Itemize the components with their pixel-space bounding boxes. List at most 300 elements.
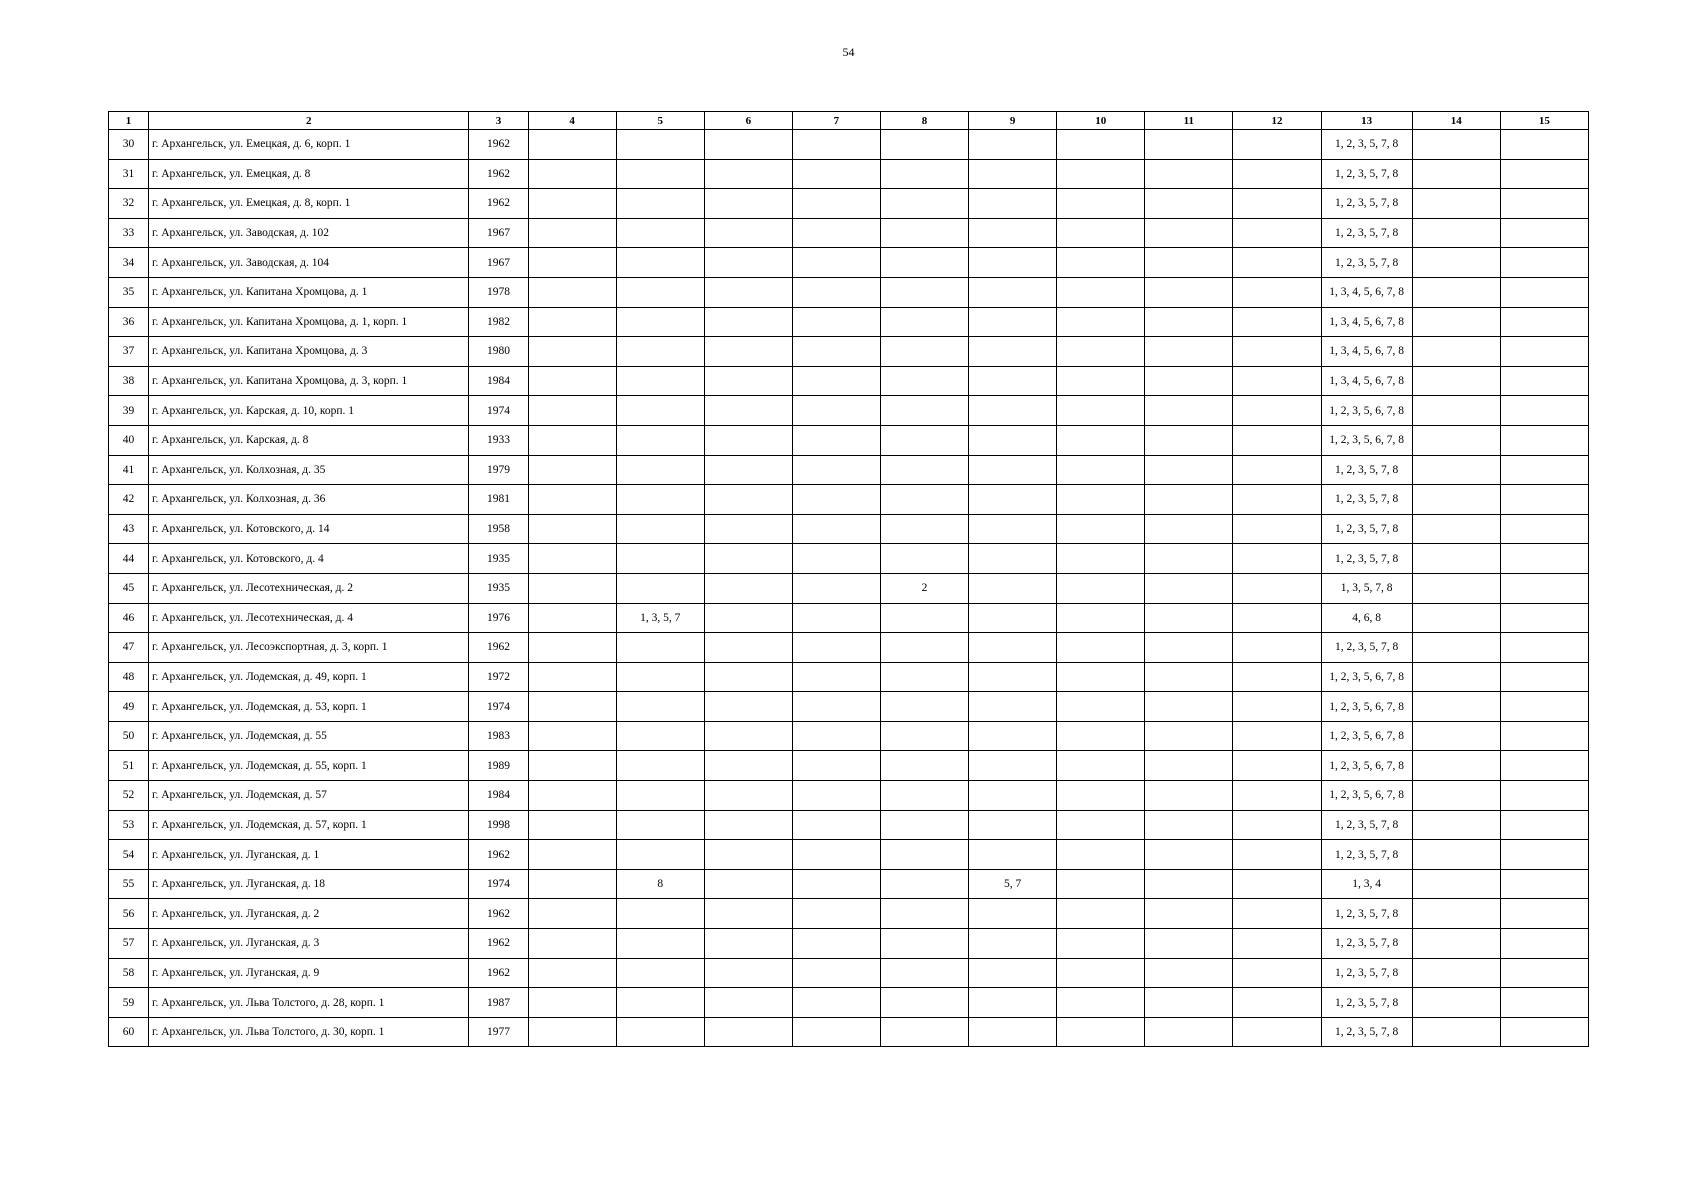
table-cell (969, 189, 1057, 219)
table-cell: 1, 2, 3, 5, 7, 8 (1321, 899, 1412, 929)
table-cell (1233, 721, 1321, 751)
table-cell (704, 692, 792, 722)
table-cell (1233, 633, 1321, 663)
table-cell (1412, 307, 1500, 337)
table-cell (528, 899, 616, 929)
table-cell (969, 337, 1057, 367)
table-cell (1233, 514, 1321, 544)
table-cell (969, 485, 1057, 515)
table-cell (1500, 514, 1588, 544)
table-cell (880, 189, 968, 219)
row-number-cell: 32 (109, 189, 149, 219)
table-cell (1412, 869, 1500, 899)
table-cell (1233, 751, 1321, 781)
row-number-cell: 52 (109, 781, 149, 811)
table-cell (1057, 810, 1145, 840)
table-cell (1233, 218, 1321, 248)
table-row (109, 455, 1589, 485)
table-cell (1057, 218, 1145, 248)
table-cell: 1, 3, 4 (1321, 869, 1412, 899)
table-cell (792, 425, 880, 455)
table-cell (528, 159, 616, 189)
table-cell (1145, 869, 1233, 899)
table-row (109, 781, 1589, 811)
table-cell (1233, 366, 1321, 396)
address-cell: г. Архангельск, ул. Емецкая, д. 6, корп. 1 (149, 130, 469, 160)
year-cell: 1984 (469, 781, 528, 811)
table-cell (528, 130, 616, 160)
table-cell (1057, 958, 1145, 988)
address-cell: г. Архангельск, ул. Луганская, д. 3 (149, 929, 469, 959)
table-cell (704, 307, 792, 337)
table-cell (616, 130, 704, 160)
table-cell (616, 455, 704, 485)
row-number-cell: 44 (109, 544, 149, 574)
table-cell (792, 1017, 880, 1047)
table-cell (792, 781, 880, 811)
table-cell (969, 277, 1057, 307)
year-cell: 1962 (469, 958, 528, 988)
row-number-cell: 43 (109, 514, 149, 544)
table-cell (1500, 218, 1588, 248)
table-cell (1412, 573, 1500, 603)
table-cell (1145, 277, 1233, 307)
table-cell (1500, 189, 1588, 219)
column-header: 14 (1412, 112, 1500, 130)
table-cell (792, 633, 880, 663)
table-cell (1145, 514, 1233, 544)
table-cell (704, 544, 792, 574)
table-cell (528, 721, 616, 751)
table-cell: 1, 2, 3, 5, 6, 7, 8 (1321, 425, 1412, 455)
year-cell: 1980 (469, 337, 528, 367)
table-cell (616, 633, 704, 663)
row-number-cell: 39 (109, 396, 149, 426)
table-cell (1057, 899, 1145, 929)
table-cell (969, 662, 1057, 692)
table-cell (704, 810, 792, 840)
year-cell: 1962 (469, 130, 528, 160)
table-row (109, 810, 1589, 840)
table-cell (528, 455, 616, 485)
table-cell (704, 1017, 792, 1047)
table-cell (1500, 958, 1588, 988)
table-cell (792, 218, 880, 248)
table-cell (1145, 307, 1233, 337)
table-cell (1412, 130, 1500, 160)
table-cell (1500, 307, 1588, 337)
table-cell (1412, 633, 1500, 663)
table-cell (704, 396, 792, 426)
table-cell (792, 662, 880, 692)
table-cell (1145, 337, 1233, 367)
address-cell: г. Архангельск, ул. Емецкая, д. 8, корп. 1 (149, 189, 469, 219)
table-cell (616, 692, 704, 722)
table-cell (704, 603, 792, 633)
table-cell (704, 869, 792, 899)
address-cell: г. Архангельск, ул. Луганская, д. 18 (149, 869, 469, 899)
table-row (109, 899, 1589, 929)
table-cell (1500, 721, 1588, 751)
table-row (109, 337, 1589, 367)
table-cell (1145, 248, 1233, 278)
table-cell (704, 425, 792, 455)
table-cell (880, 810, 968, 840)
table-cell (616, 840, 704, 870)
table-cell (1500, 159, 1588, 189)
table-cell (1233, 988, 1321, 1018)
table-cell (792, 929, 880, 959)
year-cell: 1962 (469, 929, 528, 959)
table-row (109, 573, 1589, 603)
table-cell (880, 277, 968, 307)
row-number-cell: 60 (109, 1017, 149, 1047)
table-cell (880, 159, 968, 189)
table-cell: 1, 2, 3, 5, 7, 8 (1321, 988, 1412, 1018)
table-cell: 1, 2, 3, 5, 6, 7, 8 (1321, 662, 1412, 692)
row-number-cell: 56 (109, 899, 149, 929)
table-row (109, 396, 1589, 426)
table-cell: 1, 2, 3, 5, 7, 8 (1321, 218, 1412, 248)
column-header: 5 (616, 112, 704, 130)
table-cell (1500, 869, 1588, 899)
table-row (109, 721, 1589, 751)
table-cell (1057, 130, 1145, 160)
table-cell (616, 159, 704, 189)
table-cell (792, 337, 880, 367)
address-cell: г. Архангельск, ул. Лесотехническая, д. 2 (149, 573, 469, 603)
address-cell: г. Архангельск, ул. Лодемская, д. 55 (149, 721, 469, 751)
address-cell: г. Архангельск, ул. Лодемская, д. 57 (149, 781, 469, 811)
table-row (109, 485, 1589, 515)
table-cell (792, 899, 880, 929)
row-number-cell: 51 (109, 751, 149, 781)
table-cell (792, 840, 880, 870)
table-cell (528, 544, 616, 574)
table-cell (616, 810, 704, 840)
table-cell (1412, 455, 1500, 485)
year-cell: 1981 (469, 485, 528, 515)
header-row (109, 112, 1589, 130)
address-cell: г. Архангельск, ул. Лодемская, д. 55, корп. 1 (149, 751, 469, 781)
page-number: 54 (842, 45, 855, 59)
table-cell (528, 988, 616, 1018)
table-cell (1057, 485, 1145, 515)
row-number-cell: 53 (109, 810, 149, 840)
table-cell (1500, 485, 1588, 515)
row-number-cell: 45 (109, 573, 149, 603)
table-cell (1145, 929, 1233, 959)
table-cell: 1, 2, 3, 5, 7, 8 (1321, 248, 1412, 278)
table-cell (704, 248, 792, 278)
table-cell (1233, 455, 1321, 485)
table-cell (528, 958, 616, 988)
table-cell (528, 840, 616, 870)
table-cell (969, 633, 1057, 663)
row-number-cell: 36 (109, 307, 149, 337)
table-cell (792, 692, 880, 722)
address-cell: г. Архангельск, ул. Лодемская, д. 49, корп. 1 (149, 662, 469, 692)
table-cell (880, 455, 968, 485)
table-cell (1412, 603, 1500, 633)
table-cell (792, 366, 880, 396)
table-cell (880, 514, 968, 544)
table-cell: 1, 2, 3, 5, 7, 8 (1321, 958, 1412, 988)
address-cell: г. Архангельск, ул. Емецкая, д. 8 (149, 159, 469, 189)
table-cell (616, 307, 704, 337)
table-cell (1057, 929, 1145, 959)
table-cell (1233, 869, 1321, 899)
address-cell: г. Архангельск, ул. Луганская, д. 9 (149, 958, 469, 988)
address-cell: г. Архангельск, ул. Луганская, д. 2 (149, 899, 469, 929)
table-cell (1233, 573, 1321, 603)
table-cell (1057, 307, 1145, 337)
table-cell: 1, 2, 3, 5, 7, 8 (1321, 929, 1412, 959)
table-cell (528, 781, 616, 811)
table-cell (1057, 189, 1145, 219)
table-cell (528, 218, 616, 248)
address-cell: г. Архангельск, ул. Льва Толстого, д. 28, корп. 1 (149, 988, 469, 1018)
table-cell: 1, 3, 5, 7, 8 (1321, 573, 1412, 603)
table-cell (1412, 366, 1500, 396)
table-cell (969, 603, 1057, 633)
table-cell (1412, 1017, 1500, 1047)
address-cell: г. Архангельск, ул. Колхозная, д. 36 (149, 485, 469, 515)
table-cell (704, 189, 792, 219)
year-cell: 1982 (469, 307, 528, 337)
table-cell (792, 810, 880, 840)
table-cell (704, 514, 792, 544)
table-cell (1500, 337, 1588, 367)
table-row (109, 366, 1589, 396)
table-cell: 1, 2, 3, 5, 7, 8 (1321, 485, 1412, 515)
table-cell (616, 662, 704, 692)
table-cell (704, 159, 792, 189)
address-cell: г. Архангельск, ул. Лесотехническая, д. 4 (149, 603, 469, 633)
table-cell (1057, 988, 1145, 1018)
table-cell (1500, 810, 1588, 840)
table-cell (792, 958, 880, 988)
table-cell (1145, 544, 1233, 574)
table-cell (616, 396, 704, 426)
table-cell (880, 662, 968, 692)
table-cell (880, 425, 968, 455)
table-cell (1145, 721, 1233, 751)
row-number-cell: 57 (109, 929, 149, 959)
column-header: 6 (704, 112, 792, 130)
year-cell: 1974 (469, 692, 528, 722)
table-cell (1145, 751, 1233, 781)
table-row (109, 751, 1589, 781)
column-header: 11 (1145, 112, 1233, 130)
address-cell: г. Архангельск, ул. Карская, д. 10, корп. 1 (149, 396, 469, 426)
table-cell (1412, 396, 1500, 426)
row-number-cell: 30 (109, 130, 149, 160)
table-cell (969, 218, 1057, 248)
table-cell (969, 929, 1057, 959)
year-cell: 1977 (469, 1017, 528, 1047)
table-cell (880, 366, 968, 396)
table-cell (1412, 337, 1500, 367)
year-cell: 1958 (469, 514, 528, 544)
table-cell (528, 929, 616, 959)
year-cell: 1987 (469, 988, 528, 1018)
row-number-cell: 41 (109, 455, 149, 485)
table-cell (1500, 751, 1588, 781)
table-cell (616, 1017, 704, 1047)
table-cell (1057, 337, 1145, 367)
table-cell (1412, 159, 1500, 189)
table-cell (792, 277, 880, 307)
table-cell (1057, 573, 1145, 603)
table-cell (1057, 396, 1145, 426)
column-header: 12 (1233, 112, 1321, 130)
table-cell: 1, 3, 4, 5, 6, 7, 8 (1321, 307, 1412, 337)
table-cell (704, 662, 792, 692)
column-header: 2 (149, 112, 469, 130)
table-cell (1412, 277, 1500, 307)
table-cell (1057, 721, 1145, 751)
table-row (109, 544, 1589, 574)
table-cell (1233, 130, 1321, 160)
table-cell (1500, 899, 1588, 929)
table-cell: 1, 2, 3, 5, 7, 8 (1321, 514, 1412, 544)
table-cell (792, 248, 880, 278)
table-cell (616, 573, 704, 603)
table-cell (1145, 958, 1233, 988)
table-cell (1500, 988, 1588, 1018)
table-cell (1500, 1017, 1588, 1047)
table-row (109, 603, 1589, 633)
column-header: 9 (969, 112, 1057, 130)
buildings-table (108, 111, 1589, 1047)
address-cell: г. Архангельск, ул. Луганская, д. 1 (149, 840, 469, 870)
row-number-cell: 50 (109, 721, 149, 751)
table-row (109, 425, 1589, 455)
table-cell (1145, 662, 1233, 692)
table-cell (1145, 485, 1233, 515)
table-cell: 1, 3, 4, 5, 6, 7, 8 (1321, 337, 1412, 367)
table-cell (1145, 218, 1233, 248)
table-cell (792, 544, 880, 574)
table-cell (616, 337, 704, 367)
table-cell (528, 307, 616, 337)
table-cell (1412, 899, 1500, 929)
table-cell (528, 425, 616, 455)
table-cell: 2 (880, 573, 968, 603)
table-cell (880, 218, 968, 248)
table-cell (880, 840, 968, 870)
table-cell (1057, 751, 1145, 781)
table-cell (880, 692, 968, 722)
table-row (109, 1017, 1589, 1047)
table-cell (1500, 455, 1588, 485)
table-cell (528, 248, 616, 278)
table-cell (1145, 810, 1233, 840)
table-body (109, 130, 1589, 1047)
table-cell: 1, 2, 3, 5, 7, 8 (1321, 633, 1412, 663)
table-row (109, 218, 1589, 248)
table-cell (1057, 633, 1145, 663)
table-cell (1233, 337, 1321, 367)
table-cell (528, 633, 616, 663)
year-cell: 1984 (469, 366, 528, 396)
table-cell (1412, 514, 1500, 544)
table-cell (1233, 159, 1321, 189)
table-cell (704, 573, 792, 603)
row-number-cell: 31 (109, 159, 149, 189)
year-cell: 1976 (469, 603, 528, 633)
table-cell (1233, 958, 1321, 988)
table-cell (704, 721, 792, 751)
table-cell (792, 159, 880, 189)
table-cell (969, 396, 1057, 426)
table-cell (528, 573, 616, 603)
table-cell (880, 988, 968, 1018)
table-cell (704, 218, 792, 248)
table-cell (704, 337, 792, 367)
address-cell: г. Архангельск, ул. Лесоэкспортная, д. 3, корп. 1 (149, 633, 469, 663)
table-cell (1233, 485, 1321, 515)
table-cell (1412, 721, 1500, 751)
address-cell: г. Архангельск, ул. Заводская, д. 102 (149, 218, 469, 248)
table-cell: 1, 3, 5, 7 (616, 603, 704, 633)
table-cell (880, 869, 968, 899)
year-cell: 1967 (469, 218, 528, 248)
table-cell (1233, 692, 1321, 722)
table-cell (1057, 366, 1145, 396)
table-cell (880, 248, 968, 278)
table-cell (616, 899, 704, 929)
table-cell (704, 899, 792, 929)
table-cell (1057, 781, 1145, 811)
table-cell (880, 751, 968, 781)
table-cell: 1, 2, 3, 5, 7, 8 (1321, 544, 1412, 574)
table-cell (1233, 929, 1321, 959)
address-cell: г. Архангельск, ул. Заводская, д. 104 (149, 248, 469, 278)
table-cell (616, 721, 704, 751)
column-header: 13 (1321, 112, 1412, 130)
year-cell: 1962 (469, 633, 528, 663)
table-cell: 1, 2, 3, 5, 6, 7, 8 (1321, 692, 1412, 722)
table-cell (528, 692, 616, 722)
address-cell: г. Архангельск, ул. Капитана Хромцова, д. 3, корп. 1 (149, 366, 469, 396)
table-cell (1500, 840, 1588, 870)
table-cell (616, 189, 704, 219)
table-cell: 1, 2, 3, 5, 7, 8 (1321, 810, 1412, 840)
table-cell (704, 840, 792, 870)
table-cell (616, 929, 704, 959)
table-cell (792, 396, 880, 426)
table-cell (880, 544, 968, 574)
table-cell (1145, 840, 1233, 870)
address-cell: г. Архангельск, ул. Капитана Хромцова, д. 3 (149, 337, 469, 367)
row-number-cell: 48 (109, 662, 149, 692)
table-cell (880, 396, 968, 426)
table-cell (880, 633, 968, 663)
table-cell (1145, 781, 1233, 811)
table-cell (969, 751, 1057, 781)
table-cell (1500, 603, 1588, 633)
table-row (109, 958, 1589, 988)
table-row (109, 662, 1589, 692)
table-cell (792, 485, 880, 515)
table-cell (1145, 603, 1233, 633)
table-cell (792, 514, 880, 544)
table-cell (1057, 1017, 1145, 1047)
year-cell: 1935 (469, 573, 528, 603)
table-cell (1057, 603, 1145, 633)
